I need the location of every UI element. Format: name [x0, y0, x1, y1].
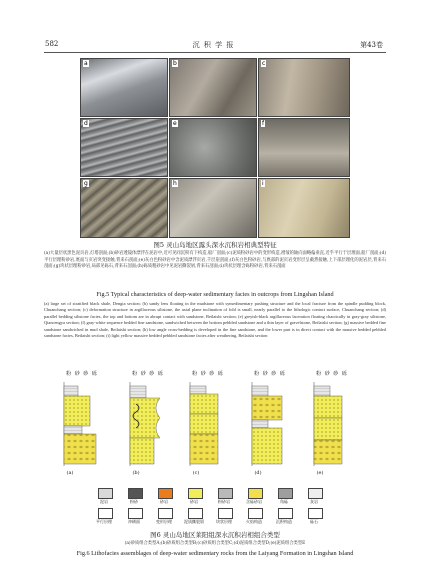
grain-label: 砾	[341, 371, 348, 377]
panel-label: g	[84, 180, 88, 187]
legend-swatch	[248, 488, 263, 499]
panel-label: e	[173, 120, 177, 127]
panel-label: h	[173, 180, 177, 187]
legend-label: 块状层理	[216, 519, 232, 524]
grain-label: 砾	[91, 371, 98, 377]
column-label-d: (d)	[254, 470, 262, 476]
lithofacies-columns-svg	[60, 366, 370, 482]
grain-label: 粉	[192, 371, 199, 377]
legend-label: 粉砂岩	[218, 499, 230, 504]
legend-label: 泥岩	[100, 499, 108, 504]
legend-swatch	[308, 488, 323, 499]
photo-panel-d	[80, 118, 168, 177]
legend-label: 角砾	[280, 499, 288, 504]
legend-swatch	[278, 488, 293, 499]
legend-swatch	[98, 508, 113, 519]
figure5-title-en: Fig.5 Typical characteristics of deep-water sedimentary facies in outcrops from Lingshan Island	[96, 291, 334, 298]
column-c-header	[190, 370, 226, 377]
column-e	[314, 382, 342, 466]
panel-label: c	[262, 60, 266, 67]
column-label-c: (c)	[192, 470, 200, 476]
photo-panel-e	[169, 118, 257, 177]
figure6-description-cn: (a)砂质组合类型A;(b)砂质组合类型B;(c)砂质组合类型C;(d)泥质组合类型D;(e)泥质组合类型E	[124, 541, 306, 546]
legend-swatch	[128, 508, 143, 519]
figure6-title-en: Fig.6 Lithofacies assemblages of deep-water sedimentary rocks from the Laiyang Formation in Lingshan Island	[76, 550, 354, 557]
legend-label: 砂岩	[160, 499, 168, 504]
photo-panel-i	[258, 178, 350, 238]
photo-panel-a	[80, 58, 168, 117]
figure5-title-cn: 图5 灵山岛地区露头深水沉积岩相典型特征	[153, 241, 277, 249]
grain-label: 砂	[83, 371, 90, 377]
grain-label: 砂	[209, 371, 216, 377]
panel-label: f	[262, 120, 265, 127]
grain-label: 粉	[254, 371, 261, 377]
photo-panel-g	[80, 178, 168, 238]
panel-label: b	[173, 60, 177, 67]
column-b-header	[130, 370, 166, 377]
figure6-legend	[92, 488, 336, 528]
legend-swatch	[308, 508, 323, 519]
column-e-header	[314, 370, 350, 377]
panel-label: i	[262, 180, 264, 187]
column-a-header	[64, 370, 100, 377]
photo-panel-b	[169, 58, 257, 117]
figure6-columns	[60, 366, 370, 482]
grain-label: 砂	[271, 371, 278, 377]
legend-swatch	[218, 508, 233, 519]
grain-label: 砾	[157, 371, 164, 377]
legend-label: 含砾砂岩	[246, 499, 262, 504]
legend-swatch	[188, 488, 203, 499]
grain-label: 砂	[140, 371, 147, 377]
legend-swatch	[278, 508, 293, 519]
photo-panel-f	[258, 118, 350, 177]
column-d-header	[252, 370, 288, 377]
column-label-e: (e)	[316, 470, 324, 476]
grain-label: 砾	[279, 371, 286, 377]
legend-label: 砂岩	[190, 499, 198, 504]
legend-label: 灰岩	[310, 499, 318, 504]
volume-label: 第43卷	[360, 41, 383, 49]
legend-swatch	[218, 488, 233, 499]
legend-label: 沉积构造	[276, 519, 292, 524]
legend-label: 火焰构造	[246, 519, 262, 524]
grain-label: 粉	[316, 371, 323, 377]
column-label-a: (a)	[66, 470, 74, 476]
legend-label: 粉砂	[130, 499, 138, 504]
legend-swatch	[158, 488, 173, 499]
legend-label: 泥质撕裂屑	[184, 519, 204, 524]
grain-label: 砂	[149, 371, 156, 377]
column-label-b: (b)	[132, 470, 140, 476]
panel-label: a	[84, 60, 88, 67]
figure5-description-cn: (a)大量层状黑色泥页岩,灯塔剖面;(b)砂岩透镜体漂浮在泥岩中,近可见同沉积有下构造,船厂剖面;(c)泥质粉砂岩中的变形构造,褶皱的轴向面略偏垂直,近乎平行于层理面,船厂剖面;(d)平行层理粉砂岩,底面与页岩突变接触,背来石剖面;(e)灰白色粉砂岩中含泥质漂浮页岩,千层崖剖面;(f)灰白色粉砂岩,与底部的泥页岩变形层呈截然接触,上下部层理化的泥岩层,背来石剖面;(g)块状层理粉砂岩,局部见砾石,背来石剖面;(h)砾质粗砂岩中见泥岩撕裂屑,背来石剖面;(i)块状层理含砾粉砂岩,背来石剖面	[44, 251, 386, 270]
legend-swatch	[98, 488, 113, 499]
header-rule	[44, 52, 386, 53]
grain-label: 砂	[200, 371, 207, 377]
legend-swatch	[128, 488, 143, 499]
legend-swatch	[248, 508, 263, 519]
legend-swatch	[158, 508, 173, 519]
column-b	[130, 382, 160, 466]
column-c	[190, 382, 218, 466]
grain-label: 砂	[333, 371, 340, 377]
grain-label: 砂	[74, 371, 81, 377]
column-a	[64, 382, 96, 466]
figure5-photo-grid	[80, 58, 348, 236]
legend-label: 变形层理	[156, 519, 172, 524]
figure5-description-en: (a) large set of stratified black shale, Dengta section; (b) sandy lens floating in the mudstone with synsedimentary pushing structure and the local fracture from the spindle pudding block, Chuanchang section; (c) deformation structure in argillaceous siltstone, the axial plane inclination of fold is small, nearly parallel to the lithologic contact surface, Chuanchang section; (d) parallel bedding siltstone facies, the top and bottom are in abrupt contact with sandstone, Beilaishi section; (e) greyish-black argillaceous laceration floating chaotically in gray-gray siltstone, Qiancengya section; (f) gray-white sequence bedded fine sandstone, sandwiched between the bottom pebbled sandstone and a thin layer of gravelstone, Beilaishi section; (g) massive bedded fine sandstone sandwiched in mud shale, Beilaishi section; (h) low angle cross-bedding is developed in the fine sandstone, and the lower part is in direct contact with the massive bedded pebbled sandstone facies, Beilaishi section; (i) light yellow massive bedded pebbled sandstone facies after weathering, Beilaishi section	[44, 301, 386, 339]
legend-label: 冲刷面	[128, 519, 140, 524]
grain-label: 砾	[217, 371, 224, 377]
legend-label: 平行层理	[96, 519, 112, 524]
column-d	[252, 382, 282, 466]
journal-title: 沉 积 学 报	[192, 41, 235, 49]
page-number: 582	[45, 40, 59, 48]
grain-label: 砂	[324, 371, 331, 377]
grain-label: 粉	[132, 371, 139, 377]
legend-swatch	[188, 508, 203, 519]
figure6-title-cn: 图6 灵山岛地区莱阳组深水沉积岩相组合类型	[150, 531, 280, 539]
grain-label: 砂	[262, 371, 269, 377]
photo-panel-h	[169, 178, 257, 238]
grain-label: 粉	[66, 371, 73, 377]
legend-label: 砾石	[310, 519, 318, 524]
photo-panel-c	[258, 58, 350, 117]
panel-label: d	[84, 120, 88, 127]
